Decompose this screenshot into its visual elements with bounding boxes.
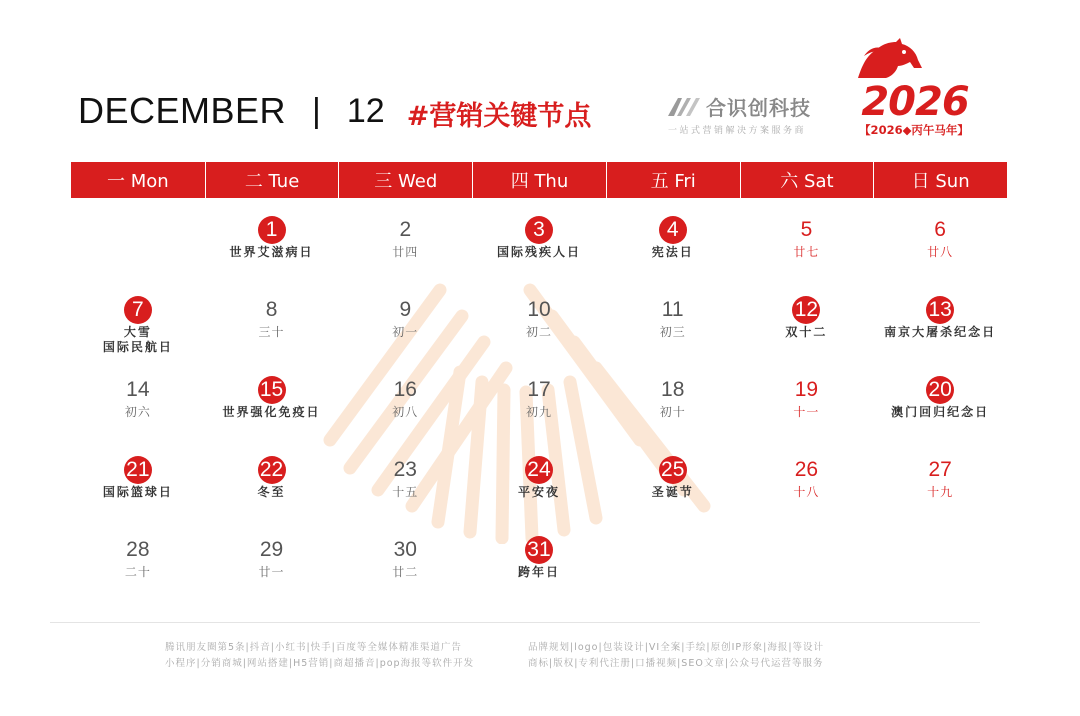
day-number	[472, 376, 606, 404]
day-number	[205, 216, 339, 244]
day-number	[740, 216, 874, 244]
lunar-date: 初三	[659, 325, 686, 339]
day-number	[472, 456, 606, 484]
day-number-text: 26	[794, 458, 819, 481]
lunar-date: 初九	[525, 405, 552, 419]
lunar-date: 十八	[793, 485, 820, 499]
day-cell	[606, 368, 740, 448]
day-number-text: 2	[399, 218, 412, 241]
day-cell	[71, 448, 205, 528]
day-cell	[740, 368, 874, 448]
lunar-date: 廿二	[392, 565, 419, 579]
day-number	[338, 456, 472, 484]
holiday-label: 平安夜	[517, 485, 560, 499]
day-number	[338, 216, 472, 244]
holiday-label: 大雪 国际民航日	[102, 325, 173, 354]
lunar-date: 二十	[124, 565, 151, 579]
day-cell	[205, 368, 339, 448]
day-cell	[606, 208, 740, 288]
title-separator: |	[312, 91, 321, 130]
day-cell	[71, 288, 205, 368]
day-number-text: 19	[794, 378, 819, 401]
day-cell	[338, 288, 472, 368]
lunar-date: 初十	[659, 405, 686, 419]
footer-right-line-1: 品牌规划|logo|包装设计|VI全案|手绘|原创IP形象|海报|等设计	[528, 642, 825, 653]
day-number	[71, 456, 205, 484]
footer-divider	[50, 622, 980, 623]
day-number	[740, 376, 874, 404]
weekday-sat: 六 Sat	[740, 162, 874, 198]
weekday-thu: 四 Thu	[472, 162, 606, 198]
day-number	[472, 296, 606, 324]
holiday-label: 世界强化免疫日	[222, 405, 321, 419]
lunar-date: 初六	[124, 405, 151, 419]
day-cell	[472, 448, 606, 528]
day-number-text: 6	[934, 218, 946, 241]
weekday-tue: 二 Tue	[205, 162, 339, 198]
day-number	[205, 536, 339, 564]
day-number	[205, 376, 339, 404]
badge-year: 2026	[861, 79, 969, 125]
day-number-text: 9	[399, 298, 412, 321]
day-number	[338, 536, 472, 564]
logo-mark-icon	[666, 92, 706, 120]
day-cell	[472, 368, 606, 448]
day-number-text: 13	[926, 296, 954, 324]
logo-name: 合识创科技	[706, 96, 811, 120]
headline: #营销关键节点	[406, 100, 592, 132]
day-number-text: 25	[659, 456, 687, 484]
day-number-text: 3	[525, 216, 553, 244]
holiday-label: 世界艾滋病日	[229, 245, 314, 259]
day-number	[606, 216, 740, 244]
day-cell	[71, 368, 205, 448]
day-cell	[472, 288, 606, 368]
day-number-text: 7	[124, 296, 152, 324]
lunar-date: 十一	[793, 405, 820, 419]
day-cell	[338, 368, 472, 448]
day-cell	[606, 288, 740, 368]
holiday-label: 国际篮球日	[102, 485, 173, 499]
footer-services-left	[165, 640, 474, 672]
holiday-label: 国际残疾人日	[496, 245, 581, 259]
holiday-label: 双十二	[785, 325, 828, 339]
logo-slogan: 一站式营销解决方案服务商	[668, 126, 807, 136]
company-logo	[666, 92, 836, 140]
day-number	[740, 456, 874, 484]
weekday-fri: 五 Fri	[606, 162, 740, 198]
day-number	[873, 216, 1007, 244]
day-cell	[740, 288, 874, 368]
day-number	[71, 536, 205, 564]
footer-left-line-2: 小程序|分销商城|网站搭建|H5营销|商超播音|pop海报等软件开发	[165, 658, 475, 669]
day-cell	[740, 208, 874, 288]
lunar-date: 初一	[392, 325, 419, 339]
lunar-date: 十五	[392, 485, 419, 499]
weekday-mon: 一 Mon	[107, 171, 169, 192]
day-number	[205, 296, 339, 324]
footer-left-line-1: 腾讯朋友圈第5条|抖音|小红书|快手|百度等全媒体精准渠道广告	[165, 642, 462, 653]
day-number	[873, 376, 1007, 404]
day-number	[606, 296, 740, 324]
lunar-date: 廿四	[392, 245, 419, 259]
empty-day-cell	[606, 528, 740, 608]
weekday-wed: 三 Wed	[338, 162, 472, 198]
calendar-grid	[71, 208, 1007, 608]
holiday-label: 圣诞节	[651, 485, 694, 499]
day-number-text: 17	[527, 378, 551, 401]
day-cell	[205, 528, 339, 608]
day-number-text: 21	[124, 456, 152, 484]
day-cell	[71, 528, 205, 608]
weekday-sun: 日 Sun	[873, 162, 1007, 198]
day-cell	[338, 528, 472, 608]
day-cell	[873, 368, 1007, 448]
day-number	[873, 296, 1007, 324]
horse-head-icon	[852, 38, 928, 84]
day-number	[472, 536, 606, 564]
lunar-date: 初二	[525, 325, 552, 339]
day-number	[71, 376, 205, 404]
empty-day-cell	[873, 528, 1007, 608]
lunar-date: 三十	[258, 325, 285, 339]
lunar-date: 十九	[927, 485, 954, 499]
day-cell	[472, 528, 606, 608]
day-number	[472, 216, 606, 244]
day-cell	[606, 448, 740, 528]
day-cell	[205, 448, 339, 528]
footer-right-line-2: 商标|版权|专利代注册|口播视频|SEO文章|公众号代运营等服务	[528, 658, 824, 669]
day-number-text: 14	[126, 378, 150, 401]
lunar-date: 廿八	[927, 245, 954, 259]
day-number-text: 11	[661, 298, 684, 321]
day-number-text: 5	[800, 218, 813, 241]
month-number: 12	[346, 91, 385, 130]
day-number-text: 1	[258, 216, 286, 244]
empty-day-cell	[71, 208, 205, 288]
day-cell	[205, 208, 339, 288]
day-cell	[205, 288, 339, 368]
weekday-header	[71, 162, 1007, 198]
day-cell	[873, 448, 1007, 528]
day-number	[606, 456, 740, 484]
day-number-text: 29	[259, 538, 284, 561]
empty-day-cell	[740, 528, 874, 608]
day-cell	[873, 288, 1007, 368]
holiday-label: 宪法日	[651, 245, 694, 259]
lunar-date: 廿一	[258, 565, 285, 579]
day-number-text: 8	[265, 298, 278, 321]
badge-caption: 【2026◆丙午马年】	[859, 123, 969, 137]
month-title: DECEMBER	[78, 90, 287, 131]
day-number	[71, 296, 205, 324]
day-number-text: 24	[525, 456, 553, 484]
day-number-text: 10	[527, 298, 551, 321]
day-number	[338, 296, 472, 324]
holiday-label: 冬至	[257, 485, 286, 499]
day-number-text: 20	[926, 376, 954, 404]
day-number-text: 30	[393, 538, 417, 561]
day-cell	[472, 208, 606, 288]
day-cell	[338, 448, 472, 528]
day-number-text: 18	[661, 378, 685, 401]
day-number-text: 27	[928, 458, 952, 481]
day-number-text: 28	[126, 538, 150, 561]
day-number-text: 15	[258, 376, 286, 404]
day-number	[740, 296, 874, 324]
day-number-text: 12	[792, 296, 820, 324]
holiday-label: 南京大屠杀纪念日	[884, 325, 997, 339]
day-cell	[338, 208, 472, 288]
day-number-text: 23	[393, 458, 417, 481]
lunar-date: 初八	[392, 405, 419, 419]
day-number	[873, 456, 1007, 484]
day-number	[205, 456, 339, 484]
year-badge	[850, 36, 978, 136]
day-cell	[873, 208, 1007, 288]
lunar-date: 廿七	[793, 245, 820, 259]
day-number	[606, 376, 740, 404]
day-number-text: 4	[659, 216, 687, 244]
title-row	[78, 86, 591, 136]
day-number	[338, 376, 472, 404]
footer-services-right	[528, 640, 824, 672]
holiday-label: 澳门回归纪念日	[891, 405, 990, 419]
holiday-label: 跨年日	[517, 565, 560, 579]
day-number-text: 16	[393, 378, 417, 401]
day-cell	[740, 448, 874, 528]
day-number-text: 22	[258, 456, 286, 484]
day-number-text: 31	[525, 536, 553, 564]
